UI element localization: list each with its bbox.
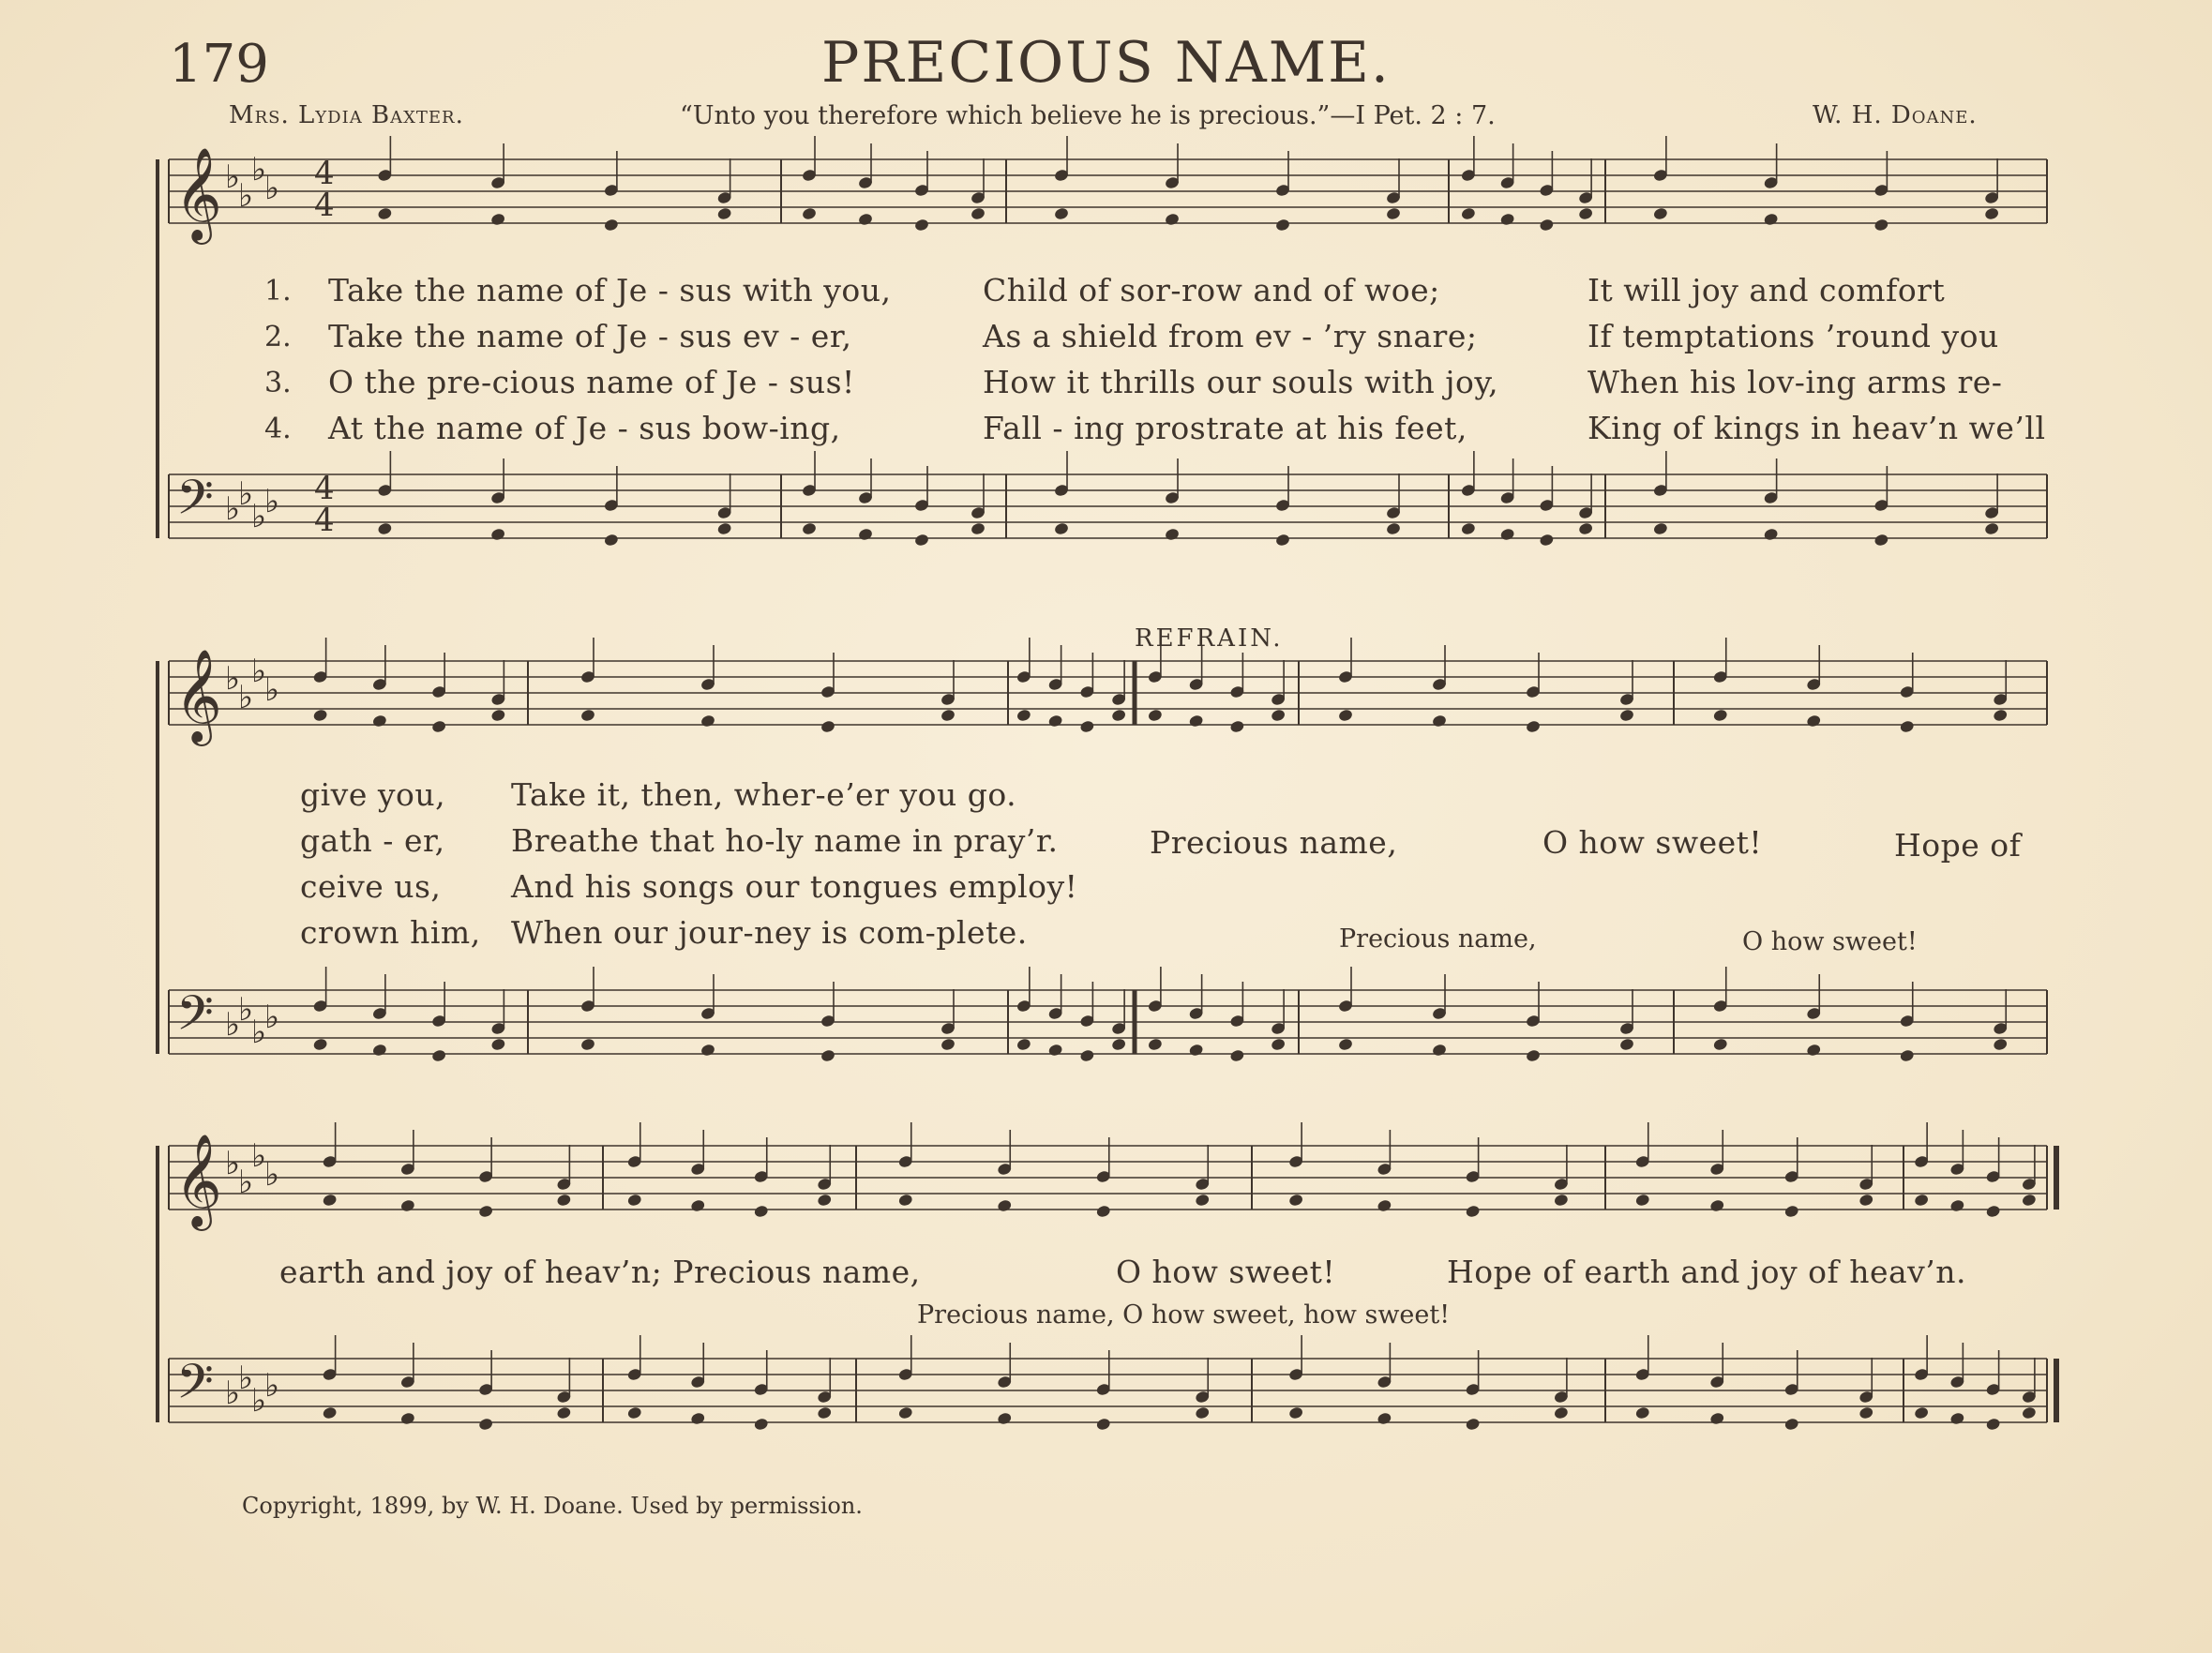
note-head	[940, 1037, 956, 1051]
note-head	[1386, 206, 1402, 220]
note-head	[1460, 521, 1476, 535]
note-head	[690, 1411, 706, 1425]
note-head	[753, 1417, 769, 1431]
verse1-line-part2: Child of sor-row and of woe;	[983, 272, 1440, 308]
note-head	[1377, 1198, 1392, 1212]
note-head	[1712, 708, 1728, 722]
note-head	[1914, 1405, 1930, 1420]
flat-sign: ♭	[238, 177, 254, 215]
bass-refrain-line: Precious name, O how sweet, how sweet!	[917, 1300, 1451, 1330]
refrain-word: Precious name,	[1150, 824, 1398, 861]
note-head	[1858, 1405, 1874, 1420]
refrain-line-part3: Hope of earth and joy of heav’n.	[1447, 1254, 1967, 1290]
flat-sign: ♭	[225, 1006, 241, 1044]
verse1-line-part1: Take the name of Je - sus with you,	[328, 272, 892, 308]
note-head	[1188, 714, 1204, 728]
note-head	[858, 212, 874, 226]
verse4-line-part1: At the name of Je - sus bow-ing,	[328, 410, 841, 446]
note-head	[997, 1411, 1013, 1425]
flat-sign: ♭	[251, 151, 267, 188]
note-head	[1288, 1405, 1304, 1420]
note-head	[1806, 1043, 1822, 1057]
bass-refrain-word: Precious name,	[1339, 924, 1537, 954]
note-head	[626, 1405, 642, 1420]
flat-sign: ♭	[225, 1375, 241, 1412]
note-head	[1338, 1037, 1354, 1051]
time-signature: 4	[314, 187, 335, 224]
note-head	[1188, 1043, 1204, 1057]
time-signature: 4	[314, 155, 335, 192]
note-head	[700, 714, 716, 728]
note-head	[1047, 1043, 1063, 1057]
note-head	[690, 1198, 706, 1212]
verse-number: 3.	[264, 367, 292, 399]
flat-sign: ♭	[251, 498, 267, 535]
note-head	[1229, 1048, 1245, 1062]
bass-clef: 𝄢	[176, 984, 214, 1053]
note-head	[322, 1405, 338, 1420]
note-head	[1578, 521, 1594, 535]
verse1-line-part4: give you,	[300, 776, 446, 813]
note-head	[1783, 1417, 1799, 1431]
flat-sign: ♭	[264, 671, 280, 709]
note-head	[897, 1405, 913, 1420]
note-head	[312, 1037, 328, 1051]
time-signature: 4	[314, 502, 335, 539]
note-head	[914, 533, 930, 547]
note-head	[556, 1405, 572, 1420]
verse3-line-part4: ceive us,	[300, 868, 442, 905]
note-head	[971, 521, 986, 535]
note-head	[490, 212, 506, 226]
note-head	[1783, 1204, 1799, 1218]
note-head	[1079, 1048, 1095, 1062]
flat-sign: ♭	[225, 660, 241, 698]
verse4-line-part3: King of kings in heav’n we’ll	[1588, 410, 2046, 446]
note-head	[1147, 1037, 1163, 1051]
note-head	[971, 206, 986, 220]
treble-clef: 𝄞	[174, 649, 222, 743]
flat-sign: ♭	[238, 991, 254, 1029]
note-head	[1047, 714, 1063, 728]
note-head	[1432, 1043, 1448, 1057]
note-head	[1578, 206, 1594, 220]
verse3-line-part3: When his lov-ing arms re-	[1588, 364, 2003, 400]
note-head	[1016, 1037, 1031, 1051]
note-head	[1539, 218, 1555, 232]
flat-sign: ♭	[238, 475, 254, 513]
note-head	[700, 1043, 716, 1057]
note-head	[1499, 527, 1515, 541]
note-head	[399, 1198, 415, 1212]
note-head	[858, 527, 874, 541]
note-head	[1709, 1411, 1725, 1425]
note-head	[1526, 719, 1542, 733]
note-head	[1899, 719, 1915, 733]
verse2-line-part2: As a shield from ev - ’ry snare;	[983, 318, 1478, 354]
note-head	[490, 708, 506, 722]
note-head	[802, 521, 818, 535]
note-head	[490, 1037, 506, 1051]
verse2-line-part4: gath - er,	[300, 822, 445, 859]
note-head	[1914, 1193, 1930, 1207]
note-head	[997, 1198, 1013, 1212]
note-head	[1553, 1193, 1569, 1207]
note-head	[940, 708, 956, 722]
note-head	[1016, 708, 1031, 722]
note-head	[1553, 1405, 1569, 1420]
note-head	[914, 218, 930, 232]
note-head	[1377, 1411, 1392, 1425]
flat-sign: ♭	[264, 1156, 280, 1194]
refrain-line-part1: earth and joy of heav’n; Precious name,	[279, 1254, 921, 1290]
note-head	[1539, 533, 1555, 547]
note-head	[1095, 1417, 1111, 1431]
verse-number: 1.	[264, 275, 292, 308]
flat-sign: ♭	[238, 1360, 254, 1397]
verse2-line-part3: If temptations ’round you	[1588, 318, 1999, 354]
note-head	[478, 1204, 494, 1218]
note-head	[817, 1193, 833, 1207]
refrain-label: REFRAIN.	[1135, 624, 1284, 653]
note-head	[1763, 212, 1779, 226]
flat-sign: ♭	[264, 483, 280, 520]
flat-sign: ♭	[264, 999, 280, 1036]
note-head	[1619, 1037, 1635, 1051]
note-head	[1652, 521, 1668, 535]
note-head	[377, 521, 393, 535]
scripture-epigraph: “Unto you therefore which believe he is precious.”—I Pet. 2 : 7.	[680, 101, 1496, 130]
note-head	[1386, 521, 1402, 535]
note-head	[802, 206, 818, 220]
treble-clef: 𝄞	[174, 1134, 222, 1227]
copyright-notice: Copyright, 1899, by W. H. Doane. Used by permission.	[242, 1493, 863, 1519]
refrain-word: Hope of	[1894, 827, 2022, 864]
note-head	[1465, 1204, 1481, 1218]
note-head	[580, 1037, 596, 1051]
note-head	[1763, 527, 1779, 541]
note-head	[377, 206, 393, 220]
note-head	[312, 708, 328, 722]
note-head	[2021, 1405, 2037, 1420]
note-head	[1709, 1198, 1725, 1212]
time-signature: 4	[314, 470, 335, 507]
note-head	[1147, 708, 1163, 722]
flat-sign: ♭	[251, 1014, 267, 1051]
flat-sign: ♭	[238, 679, 254, 716]
note-head	[626, 1193, 642, 1207]
note-head	[1054, 206, 1070, 220]
note-head	[1984, 206, 2000, 220]
note-head	[1465, 1417, 1481, 1431]
note-head	[897, 1193, 913, 1207]
hymn-title: PRECIOUS NAME.	[820, 30, 1392, 96]
verse-number: 2.	[264, 321, 292, 353]
note-head	[431, 719, 447, 733]
note-head	[1111, 1037, 1127, 1051]
page-number: 179	[169, 34, 269, 95]
flat-sign: ♭	[251, 653, 267, 690]
flat-sign: ♭	[225, 1145, 241, 1182]
verse4-line-part4: crown him,	[300, 914, 481, 951]
note-head	[1165, 527, 1181, 541]
note-head	[1993, 1037, 2009, 1051]
note-head	[371, 1043, 387, 1057]
note-head	[820, 719, 836, 733]
note-head	[580, 708, 596, 722]
note-head	[1271, 708, 1287, 722]
note-head	[1195, 1193, 1211, 1207]
verse-number: 4.	[264, 413, 292, 445]
verse1-line-part5: Take it, then, wher-e’er you go.	[511, 776, 1017, 813]
verse3-line-part1: O the pre-cious name of Je - sus!	[328, 364, 855, 400]
note-head	[399, 1411, 415, 1425]
note-head	[817, 1405, 833, 1420]
lyricist-credit: Mrs. Lydia Baxter.	[229, 101, 464, 129]
note-head	[716, 206, 732, 220]
refrain-word: O how sweet!	[1542, 824, 1763, 861]
note-head	[1858, 1193, 1874, 1207]
refrain-line-part2: O how sweet!	[1116, 1254, 1336, 1290]
flat-sign: ♭	[251, 1382, 267, 1420]
flat-sign: ♭	[264, 170, 280, 207]
verse4-line-part2: Fall - ing prostrate at his feet,	[983, 410, 1467, 446]
note-head	[1526, 1048, 1542, 1062]
note-head	[1712, 1037, 1728, 1051]
flat-sign: ♭	[225, 490, 241, 528]
note-head	[1054, 521, 1070, 535]
verse3-line-part2: How it thrills our souls with joy,	[983, 364, 1499, 400]
note-head	[1275, 218, 1291, 232]
note-head	[1806, 714, 1822, 728]
flat-sign: ♭	[264, 1367, 280, 1405]
note-head	[1195, 1405, 1211, 1420]
bass-clef: 𝄢	[176, 1353, 214, 1421]
note-head	[2021, 1193, 2037, 1207]
note-head	[1499, 212, 1515, 226]
treble-clef: 𝄞	[174, 147, 222, 241]
note-head	[1460, 206, 1476, 220]
composer-credit: W. H. Doane.	[1813, 101, 1978, 129]
note-head	[1619, 708, 1635, 722]
verse1-line-part3: It will joy and comfort	[1588, 272, 1946, 308]
note-head	[490, 527, 506, 541]
bass-refrain-word: O how sweet!	[1742, 927, 1918, 956]
verse4-line-part5: When our jour-ney is com-plete.	[511, 914, 1028, 951]
note-head	[1275, 533, 1291, 547]
note-head	[1899, 1048, 1915, 1062]
note-head	[603, 533, 619, 547]
note-head	[1338, 708, 1354, 722]
verse2-line-part5: Breathe that ho-ly name in pray’r.	[511, 822, 1059, 859]
note-head	[1949, 1198, 1965, 1212]
verse2-line-part1: Take the name of Je - sus ev - er,	[328, 318, 852, 354]
note-head	[1985, 1417, 2001, 1431]
note-head	[431, 1048, 447, 1062]
note-head	[1873, 218, 1889, 232]
flat-sign: ♭	[251, 1137, 267, 1175]
note-head	[1984, 521, 2000, 535]
note-head	[1634, 1405, 1650, 1420]
note-head	[1079, 719, 1095, 733]
verse3-line-part5: And his songs our tongues employ!	[511, 868, 1078, 905]
note-head	[1095, 1204, 1111, 1218]
note-head	[1229, 719, 1245, 733]
note-head	[1993, 708, 2009, 722]
note-head	[322, 1193, 338, 1207]
note-head	[753, 1204, 769, 1218]
note-head	[1432, 714, 1448, 728]
flat-sign: ♭	[225, 158, 241, 196]
note-head	[820, 1048, 836, 1062]
note-head	[1873, 533, 1889, 547]
note-head	[1985, 1204, 2001, 1218]
note-head	[1271, 1037, 1287, 1051]
note-head	[1111, 708, 1127, 722]
note-head	[1949, 1411, 1965, 1425]
note-head	[1634, 1193, 1650, 1207]
note-head	[1652, 206, 1668, 220]
note-head	[371, 714, 387, 728]
note-head	[1288, 1193, 1304, 1207]
note-head	[603, 218, 619, 232]
note-head	[556, 1193, 572, 1207]
note-head	[1165, 212, 1181, 226]
note-head	[478, 1417, 494, 1431]
flat-sign: ♭	[238, 1164, 254, 1201]
note-head	[716, 521, 732, 535]
bass-clef: 𝄢	[176, 469, 214, 537]
